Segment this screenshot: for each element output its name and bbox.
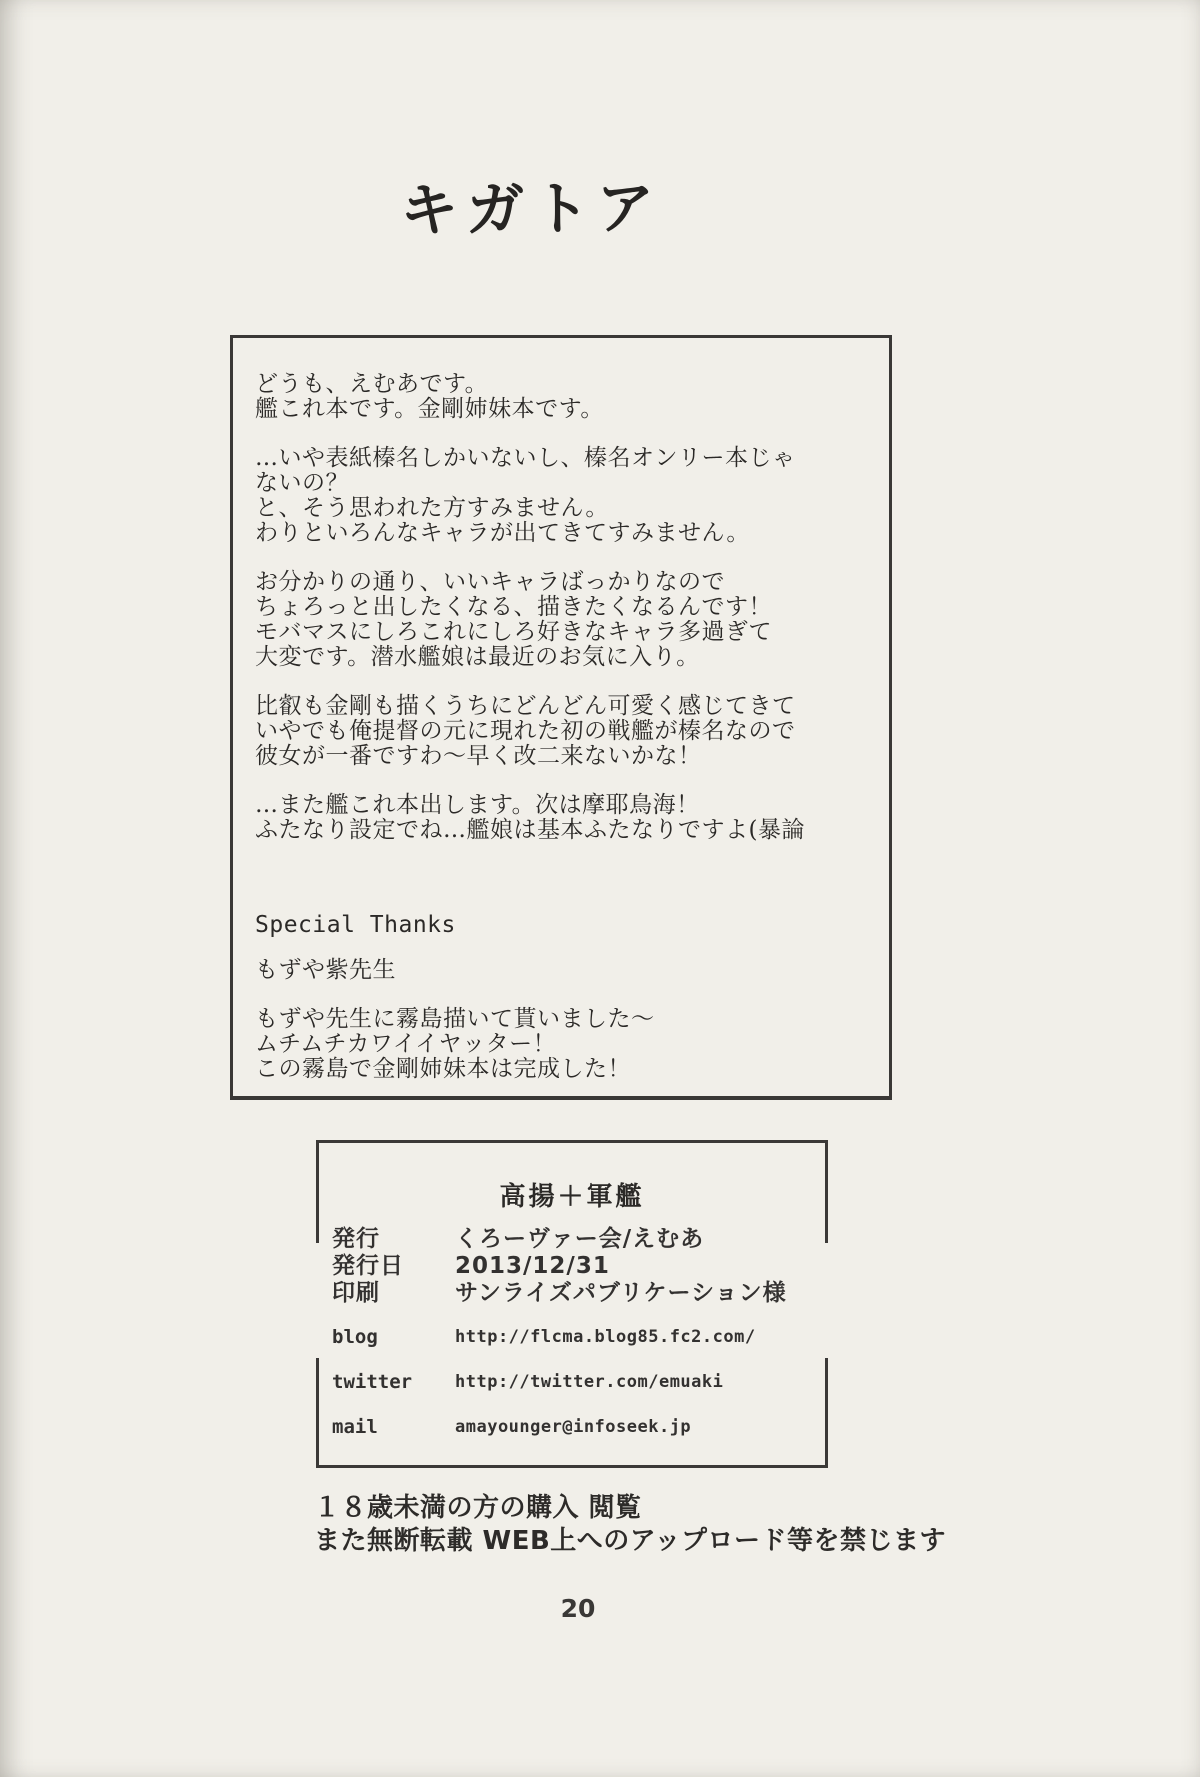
afterword-line: この霧島で金剛姉妹本は完成した！	[255, 1056, 631, 1082]
afterword-paragraph	[255, 1007, 871, 1082]
afterword-line: 大変です。潜水艦娘は最近のお気に入り。	[255, 644, 700, 670]
colophon-border-top	[316, 1140, 828, 1143]
colophon-border-bottom-right	[825, 1358, 828, 1468]
colophon-row-publisher	[332, 1226, 816, 1253]
afterword-line: もずや紫先生	[255, 957, 396, 983]
afterword-box	[230, 335, 892, 1100]
afterword-paragraph	[255, 694, 871, 769]
colophon-row-mail	[332, 1414, 816, 1442]
colophon-rows	[332, 1226, 816, 1442]
colophon-label: 印刷	[332, 1280, 380, 1306]
colophon-value: くろーヴァー会/えむあ	[455, 1226, 705, 1252]
afterword-line: と、そう思われた方すみません。	[255, 495, 609, 521]
disclaimer-line: １８歳未満の方の購入 閲覧	[314, 1493, 642, 1523]
colophon-row-twitter	[332, 1369, 816, 1397]
afterword-paragraph	[255, 570, 871, 670]
colophon-value: 2013/12/31	[455, 1253, 610, 1279]
colophon-row-printer	[332, 1280, 816, 1307]
blog-url: http://flcma.blog85.fc2.com/	[455, 1327, 756, 1347]
colophon-border-bottom-left	[316, 1358, 319, 1468]
colophon-label: mail	[332, 1416, 378, 1438]
afterword-paragraph	[255, 793, 871, 843]
disclaimer-line: また無断転載 WEB上へのアップロード等を禁じます	[314, 1526, 946, 1556]
special-thanks-heading	[255, 913, 871, 938]
colophon-row-blog	[332, 1324, 816, 1352]
afterword-line: お分かりの通り、いいキャラばっかりなので	[255, 569, 725, 595]
colophon-value: サンライズパブリケーション様	[455, 1280, 787, 1306]
afterword-line: …また艦これ本出します。次は摩耶鳥海！	[255, 792, 700, 818]
afterword-line: ないの？	[255, 470, 349, 496]
age-restriction-notice	[314, 1492, 954, 1558]
afterword-line: もずや先生に霧島描いて貰いました～	[255, 1006, 655, 1032]
afterword-line: 比叡も金剛も描くうちにどんどん可愛く感じてきて	[255, 693, 796, 719]
twitter-url: http://twitter.com/emuaki	[455, 1372, 724, 1392]
afterword-line: ムチムチカワイイヤッター！	[255, 1031, 557, 1057]
page-number: 20	[560, 1594, 596, 1623]
colophon-border-bottom	[316, 1465, 828, 1468]
colophon-label: twitter	[332, 1371, 413, 1393]
afterword-paragraph	[255, 372, 871, 422]
afterword-line: わりといろんなキャラが出てきてすみません。	[255, 520, 750, 546]
afterword-line: ふたなり設定でね…艦娘は基本ふたなりですよ(暴論	[255, 817, 805, 843]
afterword-line: モバマスにしろこれにしろ好きなキャラ多過ぎて	[255, 619, 772, 645]
page-title: キガトア	[399, 173, 663, 245]
colophon-label: 発行	[332, 1226, 380, 1252]
afterword-line: いやでも俺提督の元に現れた初の戦艦が榛名なので	[255, 718, 796, 744]
afterword-line: どうも、えむあです。	[255, 371, 489, 397]
afterword-line: 艦これ本です。金剛姉妹本です。	[255, 396, 604, 422]
special-thanks-label: Special Thanks	[255, 912, 456, 938]
special-thanks-name	[255, 958, 871, 983]
book-title: 高揚＋軍艦	[499, 1182, 645, 1212]
afterword-paragraph	[255, 446, 871, 546]
colophon-box	[316, 1140, 828, 1468]
afterword-line: ちょろっと出したくなる、描きたくなるんです！	[255, 594, 772, 620]
afterword-line: 彼女が一番ですわ～早く改二来ないかな！	[255, 743, 702, 769]
colophon-label: blog	[332, 1326, 378, 1348]
colophon-label: 発行日	[332, 1253, 404, 1279]
mail-address: amayounger@infoseek.jp	[455, 1417, 692, 1437]
afterword-line: …いや表紙榛名しかいないし、榛名オンリー本じゃ	[255, 445, 796, 471]
colophon-row-publish-date	[332, 1253, 816, 1280]
